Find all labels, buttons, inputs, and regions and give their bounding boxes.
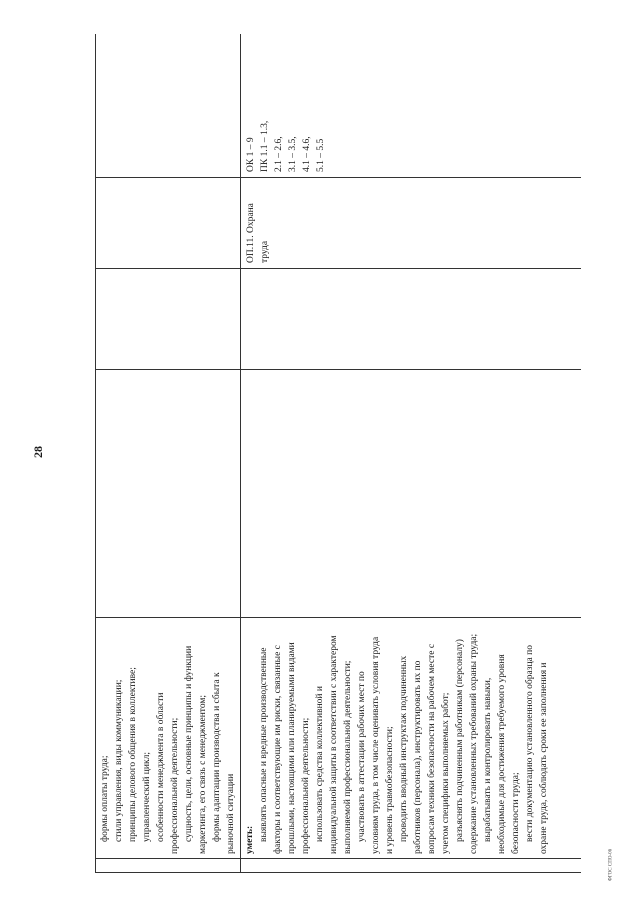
text-line: маркетинга, его связь с менеджментом; (198, 694, 208, 854)
text-line: учетом специфики выполняемых работ; (441, 692, 451, 854)
text-line: 4.1 – 4.6, (302, 136, 312, 172)
text-line: ПК 1.1 – 1.3, (260, 120, 270, 172)
cell-empty-max-bottom (241, 269, 582, 370)
text-line: профессиональной деятельности; (301, 717, 311, 854)
text-line: управленческий цикл; (142, 752, 152, 842)
text-line: разъяснять подчиненным работникам (персоналу) (455, 639, 465, 842)
cell-empty-competencies-top (96, 34, 241, 178)
text-line: формы адаптации производства и сбыта к (212, 672, 222, 842)
text-line: факторы и соответствующие им риски, связанные с (273, 645, 283, 854)
text-line: выявлять опасные и вредные производственные (259, 647, 269, 842)
text-line: 3.1 – 3.5, (288, 136, 298, 172)
text-line: содержание установленных требований охраны труда; (469, 633, 479, 854)
text-line: 2.1 – 2.6, (274, 136, 284, 172)
text-line: работников (персонала), инструктировать их по (413, 660, 423, 854)
cell-index-top (96, 859, 241, 873)
skills-block (241, 618, 553, 858)
cell-competencies (241, 34, 582, 178)
text-line: проводить вводный инструктаж подчиненных (399, 655, 409, 842)
table-row-top (96, 34, 241, 873)
text-line: вести документацию установленного образца по (525, 645, 535, 842)
competencies-list (241, 34, 331, 177)
cell-empty-hours-top (96, 370, 241, 618)
text-line: профессиональной деятельности; (170, 717, 180, 854)
text-line: принципы делового общения в коллективе; (128, 667, 138, 842)
text-line: вопросам техники безопасности на рабочем месте с (427, 643, 437, 854)
curriculum-table (95, 34, 581, 873)
text-line: безопасности труда; (511, 772, 521, 854)
text-line: использовать средства коллективной и (315, 686, 325, 842)
cell-empty-hours-bottom (241, 370, 582, 618)
text-line: условиям труда, в том числе оценивать условия труда (371, 636, 381, 854)
cell-empty-discipline-top (96, 178, 241, 269)
text-line: стили управления, виды коммуникации; (114, 679, 124, 842)
skills-list (257, 622, 551, 854)
text-line: необходимые для достижения требуемого уровня (497, 654, 507, 854)
text-line: и уровень травмобезопасности; (385, 726, 395, 854)
text-line: формы оплаты труда; (100, 755, 110, 842)
text-line: рыночной ситуации (226, 773, 236, 854)
text-line: особенности менеджмента в области (156, 692, 166, 842)
skills-label: уметь: (245, 825, 255, 854)
text-line: ОК 1 – 9 (246, 137, 256, 172)
cell-empty-max-top (96, 269, 241, 370)
knowledge-list (96, 618, 240, 858)
cell-knowledge (96, 618, 241, 859)
text-line: 5.1 – 5.5 (316, 138, 326, 172)
text-line: индивидуальной защиты в соответствии с характером (329, 635, 339, 854)
footer-code: ФГОС СПО-06 (608, 848, 614, 882)
text-line: участвовать в аттестации рабочих мест по (357, 671, 367, 842)
discipline-name: ОП.11. Охрана труда (246, 203, 270, 263)
text-line: охране труда, соблюдать сроки ее заполнения и (539, 662, 549, 854)
cell-index-bottom (241, 859, 582, 873)
cell-skills (241, 618, 582, 859)
page-number: 28 (31, 446, 45, 458)
document-table-frame (95, 34, 581, 873)
table-row-bottom (241, 34, 582, 873)
text-line: прошлыми, настоящими или планируемыми видами (287, 642, 297, 854)
text-line: вырабатывать и контролировать навыки, (483, 677, 493, 842)
cell-discipline (241, 178, 582, 269)
text-line: выполняемой профессиональной деятельности; (343, 660, 353, 854)
text-line: сущность, цели, основные принципы и функции (184, 645, 194, 842)
rotated-table-container (95, 34, 581, 873)
